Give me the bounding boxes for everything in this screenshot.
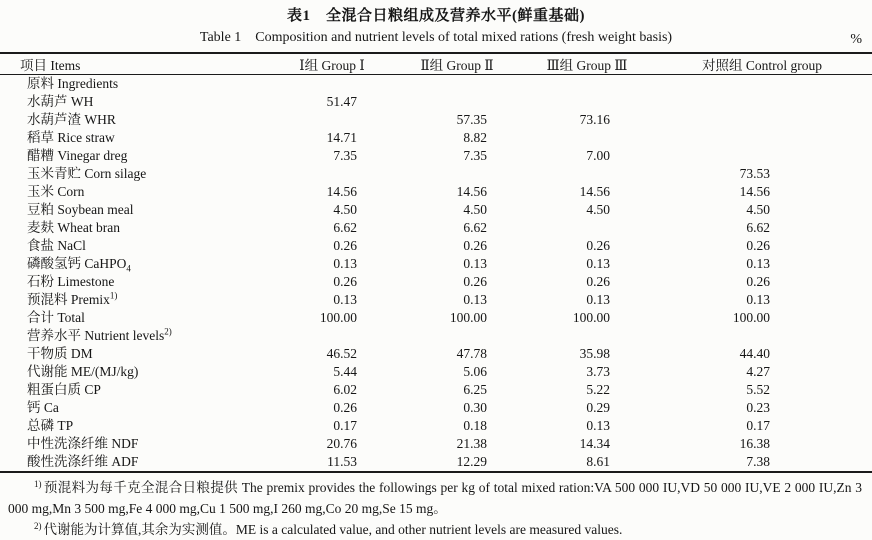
value-control (652, 111, 872, 129)
value-group-3 (522, 165, 652, 183)
table-row (0, 363, 872, 381)
row-label-text: 磷酸氢钙 CaHPO (27, 256, 127, 271)
value-group-2: 21.38 (456, 436, 487, 451)
row-label-subscript: 4 (126, 263, 131, 274)
table-row (0, 111, 872, 129)
row-label (0, 219, 272, 237)
value-group-3: 0.13 (586, 256, 610, 271)
table-row (0, 273, 872, 291)
value-group-2: 0.26 (463, 238, 487, 253)
value-control: 100.00 (732, 310, 770, 325)
table-row (0, 435, 872, 453)
value-group-1: 100.00 (319, 310, 357, 325)
row-label (0, 381, 272, 399)
value-control (652, 75, 872, 94)
value-group-1: 0.26 (333, 274, 357, 289)
value-group-1: 0.26 (333, 400, 357, 415)
value-control: 16.38 (739, 436, 770, 451)
value-group-1: 0.26 (333, 238, 357, 253)
table-row (0, 255, 872, 273)
column-header-control: 对照组 Control group (652, 53, 872, 75)
row-label-text: 预混料 Premix (27, 292, 110, 307)
value-group-3 (522, 129, 652, 147)
value-group-3: 8.61 (586, 454, 610, 469)
row-label-text: 醋糟 Vinegar dreg (27, 148, 128, 163)
value-group-3: 0.13 (586, 292, 610, 307)
value-control (652, 93, 872, 111)
value-control: 44.40 (739, 346, 770, 361)
value-group-1: 0.13 (333, 292, 357, 307)
value-group-2: 0.13 (463, 256, 487, 271)
value-control: 0.26 (746, 274, 770, 289)
value-control: 7.38 (746, 454, 770, 469)
value-group-1 (272, 75, 392, 94)
row-label-text: 石粉 Limestone (27, 274, 115, 289)
value-group-1 (272, 165, 392, 183)
value-control (652, 327, 872, 345)
value-control: 0.13 (746, 292, 770, 307)
value-control: 6.62 (746, 220, 770, 235)
value-group-3: 3.73 (586, 364, 610, 379)
value-group-3 (522, 219, 652, 237)
row-label-text: 麦麸 Wheat bran (27, 220, 120, 235)
row-label-text: 钙 Ca (27, 400, 59, 415)
row-label-text: 水葫芦渣 WHR (27, 112, 116, 127)
row-label-text: 稻草 Rice straw (27, 130, 115, 145)
value-group-1 (272, 327, 392, 345)
row-label (0, 129, 272, 147)
row-label (0, 255, 272, 273)
value-group-3: 0.26 (586, 238, 610, 253)
value-group-2: 0.18 (463, 418, 487, 433)
row-label-text: 酸性洗涤纤维 ADF (27, 454, 139, 469)
row-label (0, 183, 272, 201)
value-group-2: 7.35 (463, 148, 487, 163)
row-label-text: 合计 Total (27, 310, 85, 325)
table-row (0, 381, 872, 399)
table-row (0, 327, 872, 345)
value-group-3: 14.34 (579, 436, 610, 451)
row-label-text: 原料 Ingredients (27, 76, 119, 91)
value-group-2 (392, 93, 522, 111)
row-label-superscript: 2) (164, 326, 172, 337)
value-control: 0.26 (746, 238, 770, 253)
value-group-3: 0.26 (586, 274, 610, 289)
row-label (0, 291, 272, 309)
row-label (0, 327, 272, 345)
row-label-superscript: 1) (109, 290, 118, 301)
value-group-2: 12.29 (456, 454, 487, 469)
table-row (0, 93, 872, 111)
value-group-2: 4.50 (463, 202, 487, 217)
unit-label: % (850, 32, 862, 47)
row-label-text: 代谢能 ME/(MJ/kg) (27, 364, 139, 379)
value-group-2 (392, 75, 522, 94)
value-group-2: 57.35 (456, 112, 487, 127)
row-label (0, 111, 272, 129)
value-control: 0.23 (746, 400, 770, 415)
value-group-2 (392, 165, 522, 183)
value-control: 4.27 (746, 364, 770, 379)
value-group-3: 14.56 (579, 184, 610, 199)
footnote-me (8, 519, 862, 540)
value-group-3: 5.22 (586, 382, 610, 397)
value-group-2: 5.06 (463, 364, 487, 379)
row-label-text: 豆粕 Soybean meal (27, 202, 134, 217)
row-label (0, 165, 272, 183)
value-group-1: 51.47 (326, 94, 357, 109)
footnote-2-text: 代谢能为计算值,其余为实测值。ME is a calculated value, and other nutrient levels are measured values. (43, 522, 623, 537)
value-group-1: 6.62 (333, 220, 357, 235)
value-group-3 (522, 327, 652, 345)
row-label (0, 201, 272, 219)
table-header (0, 53, 872, 75)
table-row (0, 201, 872, 219)
value-group-1: 46.52 (326, 346, 357, 361)
value-control: 0.17 (746, 418, 770, 433)
row-label (0, 417, 272, 435)
table-row (0, 75, 872, 94)
value-control (652, 129, 872, 147)
row-label (0, 399, 272, 417)
table-subtitle-row (0, 27, 872, 49)
column-header-items: 项目 Items (0, 53, 272, 75)
value-group-1: 20.76 (326, 436, 357, 451)
row-label (0, 273, 272, 291)
row-label-text: 总磷 TP (27, 418, 74, 433)
table-row (0, 147, 872, 165)
value-group-1: 14.56 (326, 184, 357, 199)
value-group-1: 7.35 (333, 148, 357, 163)
table-row (0, 291, 872, 309)
row-label-text: 水葫芦 WH (27, 94, 94, 109)
table-title-chinese: 表1 全混合日粮组成及营养水平(鲜重基础) (287, 8, 585, 24)
footnote-premix (8, 477, 862, 519)
value-group-2: 8.82 (463, 130, 487, 145)
value-group-2 (392, 327, 522, 345)
value-group-3: 0.13 (586, 418, 610, 433)
row-label-text: 中性洗涤纤维 NDF (27, 436, 139, 451)
row-label (0, 363, 272, 381)
value-group-1 (272, 111, 392, 129)
value-group-3: 7.00 (586, 148, 610, 163)
value-group-1: 4.50 (333, 202, 357, 217)
value-group-2: 14.56 (456, 184, 487, 199)
row-label (0, 237, 272, 255)
header-row (0, 53, 872, 75)
value-group-2: 0.30 (463, 400, 487, 415)
value-group-2: 0.26 (463, 274, 487, 289)
row-label (0, 453, 272, 472)
value-control (652, 147, 872, 165)
value-control: 4.50 (746, 202, 770, 217)
table-row (0, 129, 872, 147)
value-control: 14.56 (739, 184, 770, 199)
value-group-1: 5.44 (333, 364, 357, 379)
table-row (0, 417, 872, 435)
row-label-text: 玉米 Corn (27, 184, 85, 199)
table-body (0, 75, 872, 473)
column-header-group-2: Ⅱ组 Group Ⅱ (392, 53, 522, 75)
row-label (0, 345, 272, 363)
footnotes (0, 473, 872, 540)
value-group-3: 73.16 (579, 112, 610, 127)
value-group-2: 6.62 (463, 220, 487, 235)
table-row (0, 237, 872, 255)
value-group-1: 11.53 (327, 454, 357, 469)
row-label-text: 干物质 DM (27, 346, 93, 361)
value-control: 73.53 (739, 166, 770, 181)
column-header-group-3: Ⅲ组 Group Ⅲ (522, 53, 652, 75)
row-label (0, 75, 272, 94)
footnote-1-marker: 1) (34, 478, 42, 489)
value-control: 5.52 (746, 382, 770, 397)
value-group-2: 47.78 (456, 346, 487, 361)
value-group-3: 100.00 (572, 310, 610, 325)
value-group-2: 6.25 (463, 382, 487, 397)
table-row (0, 345, 872, 363)
row-label-text: 营养水平 Nutrient levels (27, 328, 165, 343)
value-group-1: 6.02 (333, 382, 357, 397)
row-label-text: 玉米青贮 Corn silage (27, 166, 147, 181)
table-row (0, 309, 872, 327)
value-group-1: 14.71 (326, 130, 357, 145)
footnote-1-text: 预混料为每千克全混合日粮提供 The premix provides the followings per kg of total mixed ration:VA 500 000 IU,VD 50 000 IU,VE 2 000 IU,Zn 3 000 mg,Mn 3 500 mg,Fe 4 000 mg,Cu 1 500 mg,I 260 mg,Co 20 mg,Se 15 mg。 (8, 480, 862, 516)
value-group-3 (522, 93, 652, 111)
value-group-2: 100.00 (449, 310, 487, 325)
row-label-text: 粗蛋白质 CP (27, 382, 101, 397)
column-header-group-1: Ⅰ组 Group Ⅰ (272, 53, 392, 75)
row-label (0, 309, 272, 327)
value-group-3: 35.98 (579, 346, 610, 361)
row-label (0, 147, 272, 165)
value-group-1: 0.13 (333, 256, 357, 271)
table-row (0, 183, 872, 201)
row-label (0, 435, 272, 453)
table-row (0, 219, 872, 237)
composition-table (0, 52, 872, 473)
table-row (0, 165, 872, 183)
row-label-text: 食盐 NaCl (27, 238, 86, 253)
table-row (0, 453, 872, 472)
value-group-1: 0.17 (333, 418, 357, 433)
value-group-3: 4.50 (586, 202, 610, 217)
value-group-3 (522, 75, 652, 94)
footnote-2-marker: 2) (34, 520, 42, 531)
table-title-english: Table 1 Composition and nutrient levels of total mixed rations (fresh weight basis) (199, 30, 673, 45)
table-row (0, 399, 872, 417)
value-group-2: 0.13 (463, 292, 487, 307)
value-control: 0.13 (746, 256, 770, 271)
value-group-3: 0.29 (586, 400, 610, 415)
row-label (0, 93, 272, 111)
